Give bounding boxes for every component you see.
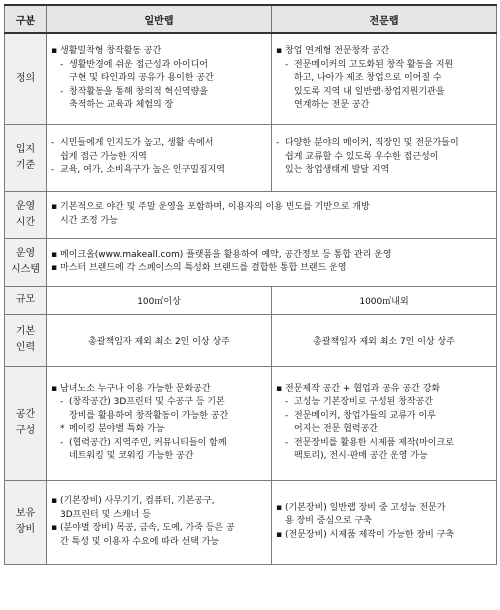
list-item bbox=[51, 59, 267, 73]
bullet-marker: - bbox=[285, 59, 289, 70]
list-item-text: 하고, 나아가 제조 창업으로 이어질 수 bbox=[294, 73, 442, 83]
list-item-text: 메이킹 분야별 특화 가능 bbox=[69, 424, 165, 434]
bullet-marker: ▪ bbox=[51, 263, 58, 273]
bullet-marker: ▪ bbox=[51, 496, 58, 506]
list-item bbox=[276, 164, 492, 178]
bullet-marker: - bbox=[60, 59, 64, 70]
space-general bbox=[47, 366, 272, 480]
list-item bbox=[276, 99, 492, 113]
row-operating-hours bbox=[5, 191, 497, 238]
equipment-pro bbox=[272, 480, 497, 564]
list-item-text: 생활반경에 쉬운 접근성과 아이디어 bbox=[69, 59, 208, 70]
list-item-text: 네트워킹 및 코워킹 가능한 공간 bbox=[69, 451, 194, 461]
list-item bbox=[276, 437, 492, 451]
label-line: 시간 bbox=[15, 216, 36, 228]
list-item bbox=[276, 72, 492, 86]
list-item bbox=[51, 495, 267, 509]
list-item-text: (기본장비) 일반랩 장비 중 고성능 전문가 bbox=[285, 502, 446, 513]
list-item bbox=[51, 137, 267, 151]
list-item bbox=[276, 383, 492, 397]
list-item bbox=[51, 410, 267, 424]
location-pro bbox=[272, 124, 497, 191]
bullet-marker: ▪ bbox=[51, 523, 58, 533]
list-item bbox=[51, 45, 267, 59]
list-item-text: (협력공간) 지역주민, 커뮤니티들이 함께 bbox=[69, 437, 227, 448]
bullet-marker: - bbox=[51, 165, 55, 176]
list-item-text: 마스터 브랜드에 각 스페이스의 특성화 브랜드를 결합한 통합 브랜드 운영 bbox=[60, 263, 347, 273]
list-item-text: 고성능 기본장비로 구성된 창작공간 bbox=[294, 397, 433, 407]
list-item bbox=[51, 450, 267, 464]
list-item-text: 팩토리), 전시·판매 공간 운영 가능 bbox=[294, 451, 428, 461]
list-item-text: (기본장비) 사무기기, 컴퓨터, 기본공구, bbox=[60, 496, 215, 506]
label-line: 기준 bbox=[15, 159, 36, 171]
bullet-marker: - bbox=[60, 397, 64, 407]
list-item-text: 간 특성 및 이용자 수요에 따라 선택 가능 bbox=[60, 536, 220, 547]
bullet-marker: ▪ bbox=[51, 202, 58, 212]
list-item-text: 창작활동을 통해 창의적 혁신역량을 bbox=[69, 86, 208, 97]
label-line: 기본 bbox=[15, 326, 36, 337]
label-line: 보유 bbox=[15, 508, 36, 519]
header-row bbox=[5, 5, 497, 33]
row-staff bbox=[5, 314, 497, 366]
bullet-marker: ▪ bbox=[51, 249, 58, 260]
list-item bbox=[51, 522, 267, 536]
list-item-text: (전문장비) 시제품 제작이 가능한 장비 구축 bbox=[285, 529, 455, 540]
row-label-scale: 규모 bbox=[5, 286, 47, 314]
list-item bbox=[276, 410, 492, 424]
list-item-text: 용 장비 중심으로 구축 bbox=[285, 516, 372, 527]
bullet-marker: - bbox=[60, 86, 64, 97]
list-item bbox=[51, 437, 267, 451]
row-operating-system bbox=[5, 238, 497, 286]
bullet-marker: - bbox=[285, 410, 289, 421]
definition-general bbox=[47, 33, 272, 124]
label-line: 입지 bbox=[15, 143, 36, 155]
scale-pro: 1000㎡내외 bbox=[272, 286, 497, 314]
bullet-marker: ▪ bbox=[276, 529, 283, 540]
list-item bbox=[276, 86, 492, 100]
list-item-text: 시간 조정 가능 bbox=[60, 215, 118, 226]
list-item bbox=[276, 529, 492, 543]
label-line: 인력 bbox=[15, 342, 36, 353]
list-item-text: 기본적으로 야간 및 주말 운영을 포함하며, 이용자의 이용 빈도를 기반으로 개방 bbox=[60, 202, 370, 212]
bullet-marker: ▪ bbox=[276, 502, 283, 513]
row-label-operating-system bbox=[5, 238, 47, 286]
list-item bbox=[51, 99, 267, 113]
list-item-text: 쉽게 접근 가능한 지역 bbox=[60, 151, 147, 162]
operating-system-content bbox=[47, 238, 497, 286]
row-equipment bbox=[5, 480, 497, 564]
space-pro bbox=[272, 366, 497, 480]
header-category: 구분 bbox=[5, 5, 47, 33]
scale-general: 100㎡이상 bbox=[47, 286, 272, 314]
list-item bbox=[276, 137, 492, 151]
list-item-text: 있는 창업생태계 발달 지역 bbox=[285, 165, 390, 176]
list-item bbox=[276, 151, 492, 165]
header-pro-lab: 전문랩 bbox=[272, 5, 497, 33]
list-item bbox=[276, 502, 492, 516]
definition-pro bbox=[272, 33, 497, 124]
list-item bbox=[276, 396, 492, 410]
label-line: 운영 bbox=[15, 200, 36, 212]
list-item-text: 연계하는 전문 공간 bbox=[294, 100, 370, 110]
label-line: 운영 bbox=[15, 248, 36, 259]
list-item-text: 있도록 지역 내 일반랩·창업지원기관을 bbox=[294, 86, 445, 97]
list-item-text: 시민들에게 인지도가 높고, 생활 속에서 bbox=[60, 138, 214, 149]
list-item-text: 메이크올(www.makeall.com) 플랫폼을 활용하여 예약, 공간정보 등 통합 관리 운영 bbox=[60, 249, 392, 260]
list-item bbox=[51, 396, 267, 410]
list-item bbox=[276, 515, 492, 529]
label-line: 공간 bbox=[15, 409, 36, 420]
list-item-text: 전문장비를 활용한 시제품 제작(마이크로 bbox=[294, 437, 454, 448]
list-item-text: 어지는 전문 협력공간 bbox=[294, 424, 378, 434]
row-label-staff bbox=[5, 314, 47, 366]
bullet-marker: * bbox=[60, 424, 65, 434]
list-item bbox=[276, 450, 492, 464]
row-label-location bbox=[5, 124, 47, 191]
bullet-marker: ▪ bbox=[51, 383, 58, 394]
bullet-marker: ▪ bbox=[51, 46, 58, 56]
list-item bbox=[51, 215, 492, 229]
list-item-text: 창업 연계형 전문창작 공간 bbox=[285, 46, 390, 56]
list-item-text: 장비를 활용하여 창작활동이 가능한 공간 bbox=[69, 410, 229, 421]
row-label-equipment bbox=[5, 480, 47, 564]
row-location bbox=[5, 124, 497, 191]
comparison-table bbox=[4, 4, 497, 565]
list-item bbox=[51, 249, 492, 263]
row-definition bbox=[5, 33, 497, 124]
list-item-text: 생활밀착형 창작활동 공간 bbox=[60, 46, 162, 56]
list-item bbox=[51, 151, 267, 165]
bullet-marker: - bbox=[285, 397, 289, 407]
list-item bbox=[51, 86, 267, 100]
bullet-marker: - bbox=[51, 138, 55, 149]
list-item bbox=[51, 383, 267, 397]
label-line: 시스템 bbox=[11, 264, 40, 275]
list-item bbox=[51, 72, 267, 86]
location-general bbox=[47, 124, 272, 191]
list-item-text: 전문제작 공간 + 협업과 공유 공간 강화 bbox=[285, 383, 441, 394]
list-item-text: 축적하는 교육과 체험의 장 bbox=[69, 100, 174, 110]
header-general-lab: 일반랩 bbox=[47, 5, 272, 33]
list-item bbox=[51, 201, 492, 215]
label-line: 장비 bbox=[15, 524, 36, 535]
list-item-text: 다양한 분야의 메이커, 직장인 및 전문가들이 bbox=[285, 138, 459, 149]
row-space bbox=[5, 366, 497, 480]
bullet-marker: ▪ bbox=[276, 46, 283, 56]
list-item-text: 쉽게 교류할 수 있도록 우수한 접근성이 bbox=[285, 151, 439, 162]
operating-hours-content bbox=[47, 191, 497, 238]
list-item-text: (창작공간) 3D프린터 및 수공구 등 기본 bbox=[69, 397, 225, 407]
equipment-general bbox=[47, 480, 272, 564]
staff-general: 총괄책임자 제외 최소 2인 이상 상주 bbox=[47, 314, 272, 366]
label-line: 구성 bbox=[15, 425, 36, 436]
list-item bbox=[51, 423, 267, 437]
list-item bbox=[276, 59, 492, 73]
staff-pro: 총괄책임자 제외 최소 7인 이상 상주 bbox=[272, 314, 497, 366]
list-item-text: 전문메이커의 고도화된 창작 활동을 지원 bbox=[294, 59, 454, 70]
bullet-marker: - bbox=[276, 138, 280, 149]
row-label-definition: 정의 bbox=[5, 33, 47, 124]
row-label-space bbox=[5, 366, 47, 480]
list-item-text: 구현 및 타인과의 공유가 용이한 공간 bbox=[69, 73, 214, 83]
row-scale bbox=[5, 286, 497, 314]
list-item-text: (분야별 장비) 목공, 금속, 도예, 가죽 등은 공 bbox=[60, 523, 235, 533]
list-item bbox=[276, 45, 492, 59]
list-item-text: 3D프린터 및 스캐너 등 bbox=[60, 509, 151, 520]
list-item bbox=[51, 164, 267, 178]
row-label-operating-hours bbox=[5, 191, 47, 238]
bullet-marker: - bbox=[60, 437, 64, 448]
list-item bbox=[51, 262, 492, 276]
list-item bbox=[51, 536, 267, 550]
list-item bbox=[276, 423, 492, 437]
list-item-text: 전문메이커, 창업가들의 교류가 이루 bbox=[294, 410, 436, 421]
list-item bbox=[51, 509, 267, 523]
list-item-text: 남녀노소 누구나 이용 가능한 문화공간 bbox=[60, 383, 211, 394]
list-item-text: 교육, 여가, 소비욕구가 높은 인구밀집지역 bbox=[60, 165, 225, 176]
bullet-marker: ▪ bbox=[276, 383, 283, 394]
bullet-marker: - bbox=[285, 437, 289, 448]
